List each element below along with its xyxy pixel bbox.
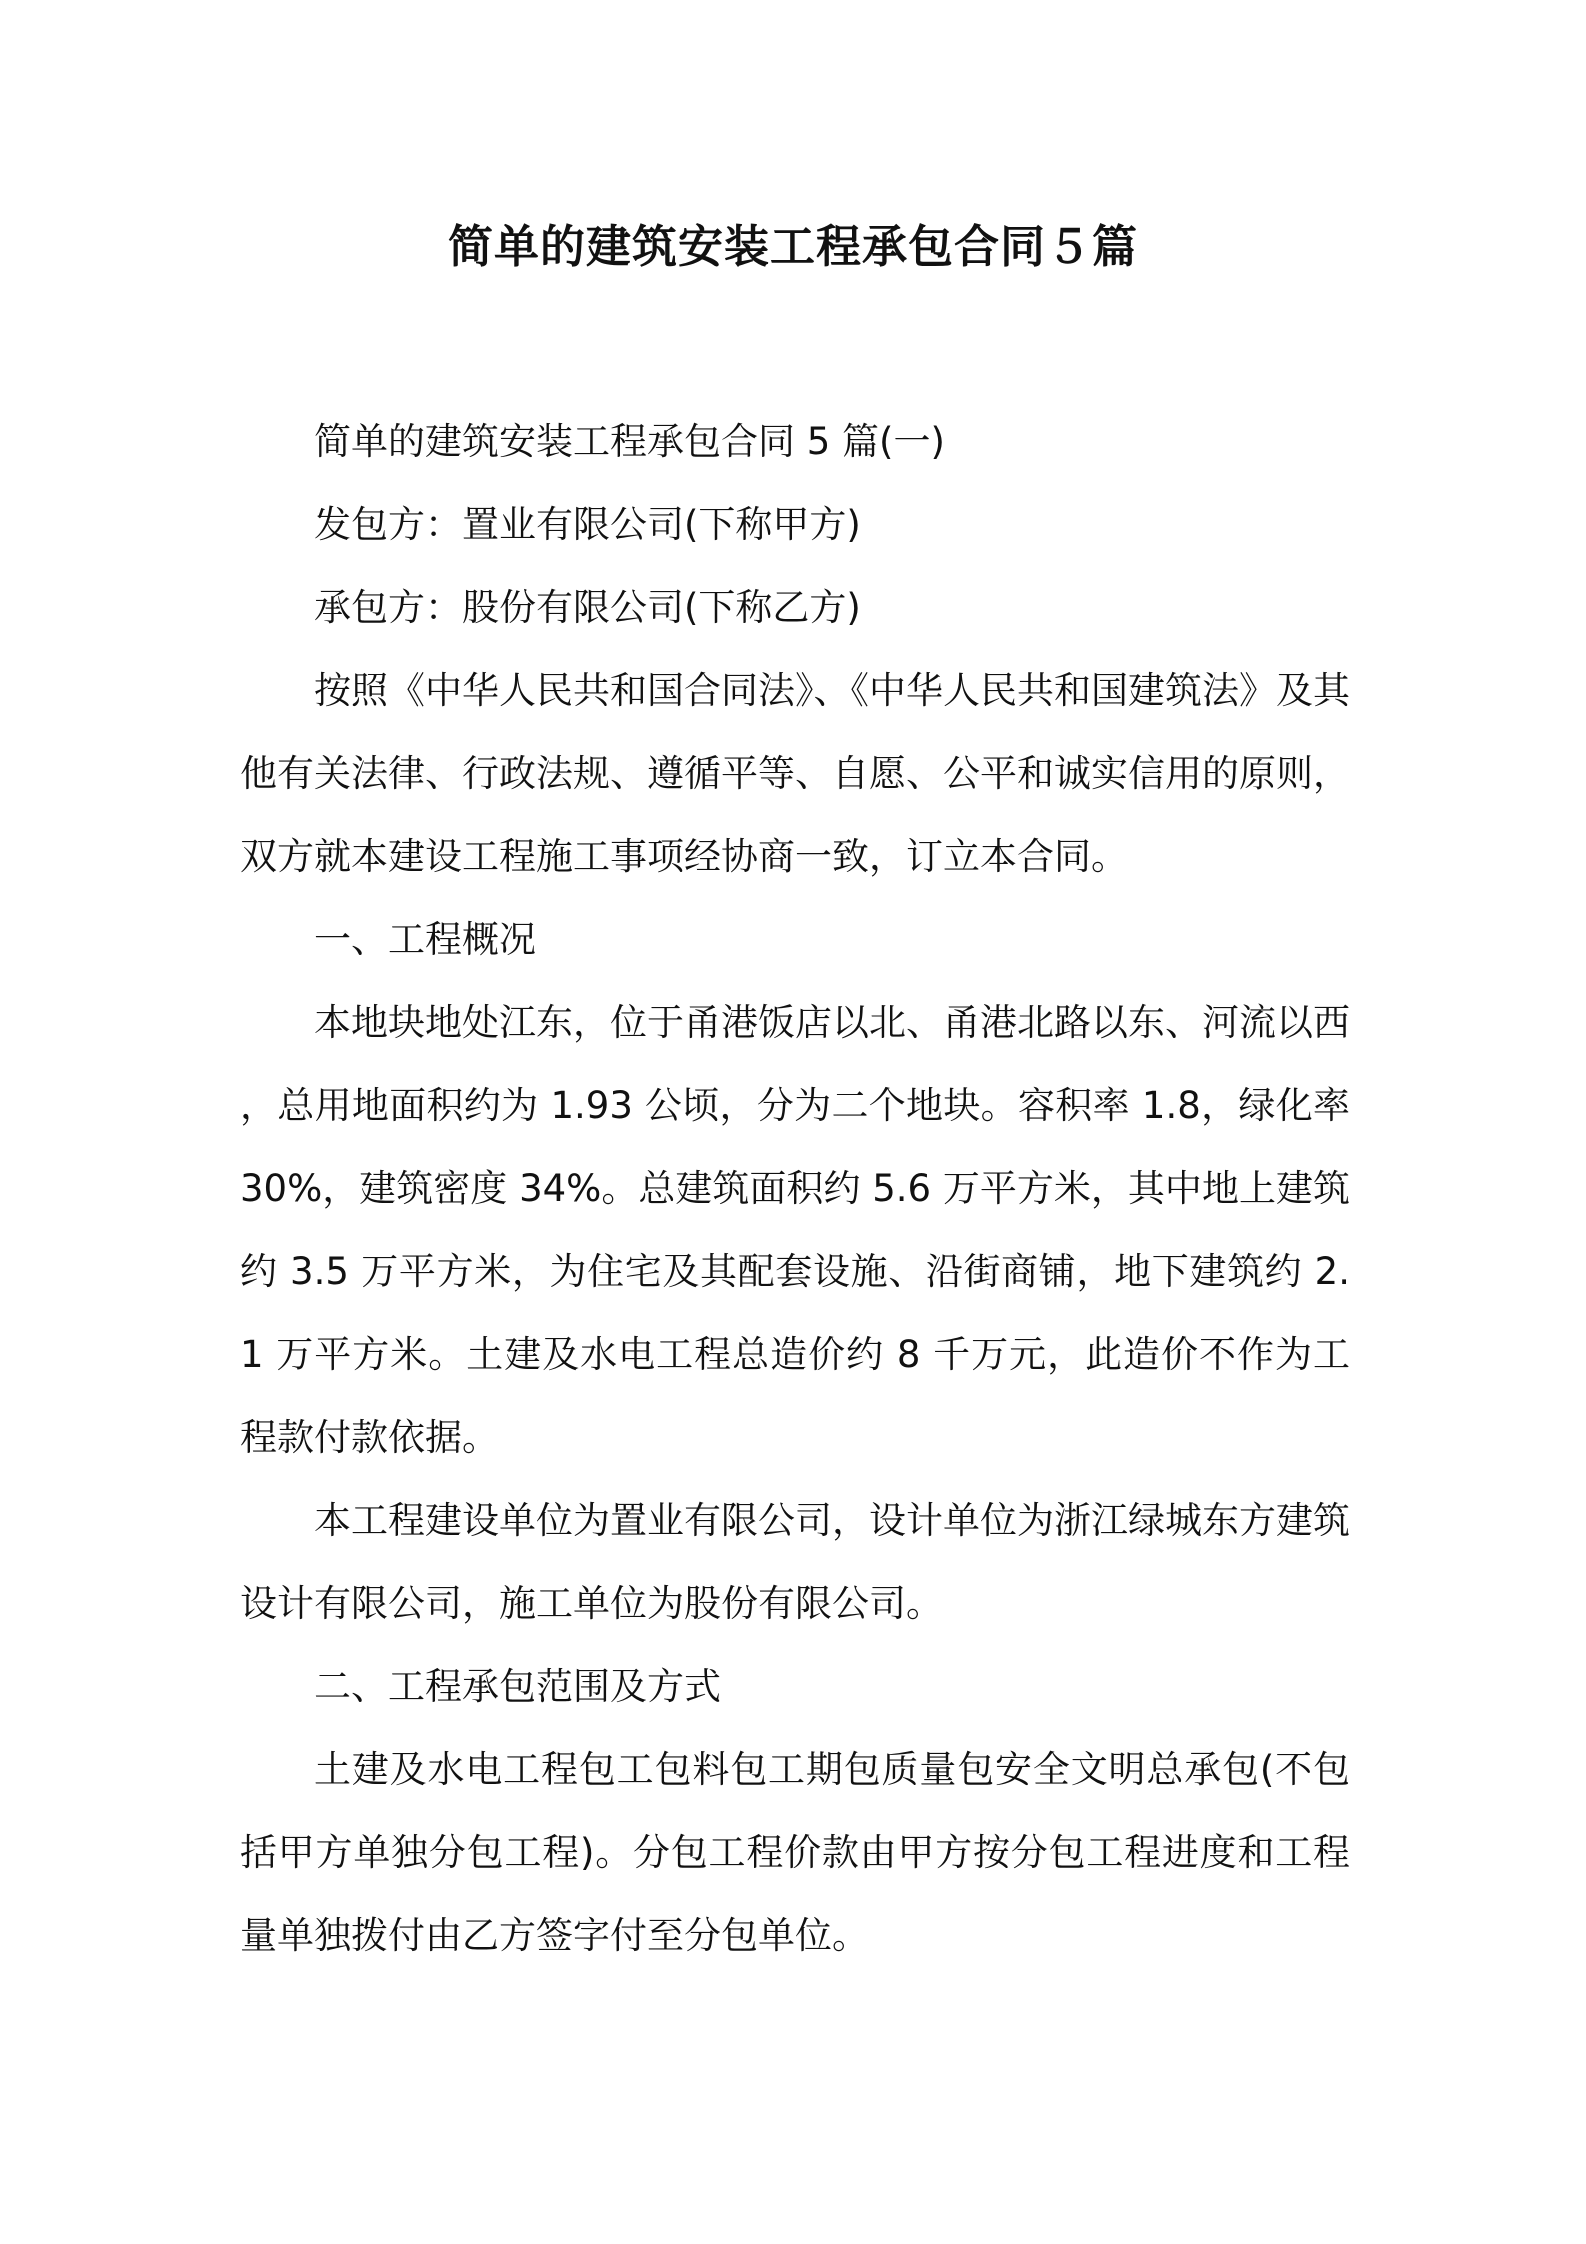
section-heading-project-overview: 一、工程概况 [314, 918, 536, 961]
document-body [240, 400, 1350, 1977]
scope-paragraph: 土建及水电工程包工包料包工期包质量包安全文明总承包(不包括甲方单独分包工程)。分包工程价款由甲方按分包工程进度和工程量单独拨付由乙方签字付至分包单位。 [240, 1748, 1350, 1957]
project-parties-paragraph: 本工程建设单位为置业有限公司，设计单位为浙江绿城东方建筑设计有限公司，施工单位为股份有限公司。 [240, 1499, 1350, 1625]
project-overview-paragraph: 本地块地处江东，位于甬港饭店以北、甬港北路以东、河流以西，总用地面积约为 1.93 公顷，分为二个地块。容积率 1.8，绿化率 30%，建筑密度 34%。总建筑面积约 5.6 万平方米，其中地上建筑约 3.5 万平方米，为住宅及其配套设施、沿街商铺，地下建筑约 2.1 万平方米。土建及水电工程总造价约 8 千万元，此造价不作为工程款付款依据。 [240, 1001, 1350, 1459]
legal-basis-paragraph: 按照《中华人民共和国合同法》、《中华人民共和国建筑法》及其他有关法律、行政法规、遵循平等、自愿、公平和诚实信用的原则，双方就本建设工程施工事项经协商一致，订立本合同。 [240, 669, 1350, 878]
document-title: 简单的建筑安装工程承包合同５篇 [447, 220, 1138, 273]
section-heading-scope: 二、工程承包范围及方式 [314, 1665, 721, 1708]
section-heading-part-one: 简单的建筑安装工程承包合同 5 篇(一) [314, 420, 945, 463]
contractor-line: 承包方：股份有限公司(下称乙方) [314, 586, 861, 629]
employer-line: 发包方：置业有限公司(下称甲方) [314, 503, 861, 546]
